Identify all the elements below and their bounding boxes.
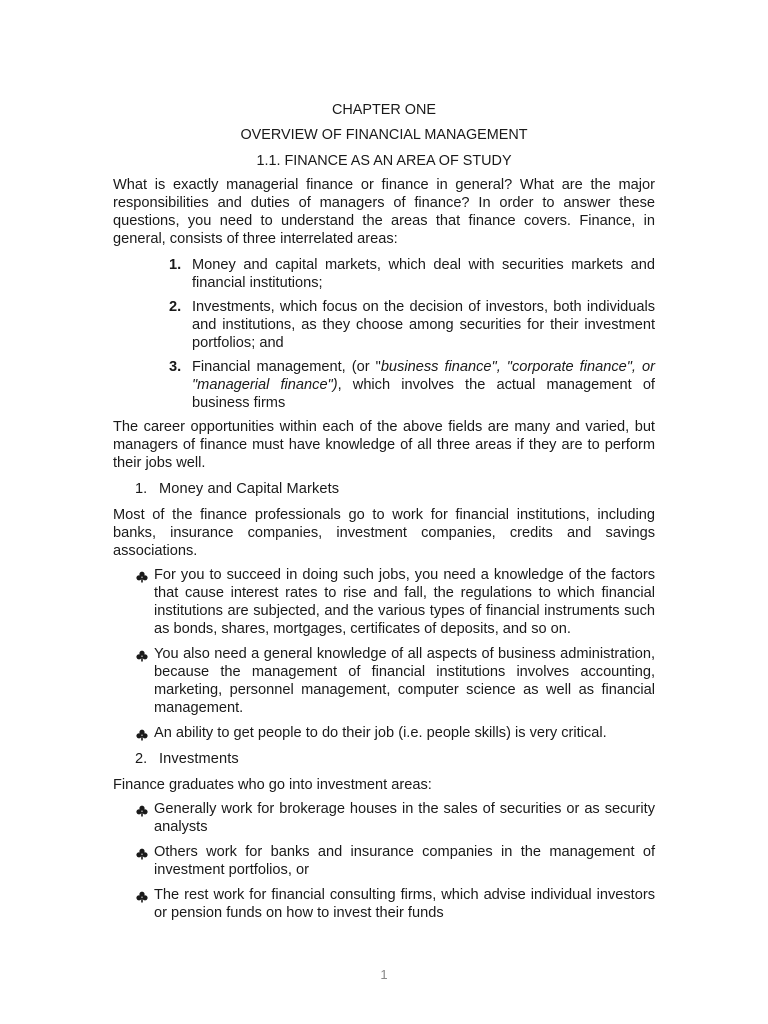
- investments-bullets: [113, 800, 655, 922]
- club-bullet-icon: [136, 848, 148, 860]
- bullet-text: The rest work for financial consulting firms, which advise individual investors or pension funds on how to invest their funds: [154, 887, 655, 921]
- bullet-text: For you to succeed in doing such jobs, you need a knowledge of the factors that cause interest rates to rise and fall, the regulations to which financial institutions are subjected, and the various types of financial instruments such as bonds, shares, mortgages, certificates of deposits, and so on.: [154, 567, 655, 637]
- list-item: [113, 724, 655, 742]
- list-item: [113, 645, 655, 717]
- career-paragraph: The career opportunities within each of the above fields are many and varied, but managers of finance must have knowledge of all three areas if they are to perform their jobs well.: [113, 419, 655, 471]
- list-number: 2.: [169, 299, 182, 315]
- intro-paragraph: What is exactly managerial finance or finance in general? What are the major responsibilities and duties of managers of finance? In order to answer these questions, you need to understand the areas that finance covers. Finance, in general, consists of three interrelated areas:: [113, 177, 655, 247]
- list-item: [113, 886, 655, 922]
- list-number: 3.: [169, 359, 182, 375]
- list-number: 1.: [169, 257, 182, 273]
- list-item-text: Money and capital markets, which deal with securities markets and financial institutions;: [192, 257, 655, 291]
- list-item: [113, 256, 655, 292]
- investments-intro: Finance graduates who go into investment areas:: [113, 777, 432, 793]
- heading-number: 1.: [135, 481, 148, 497]
- list-item: [113, 358, 655, 412]
- list-item-text-post: , which involves the actual management of business firms: [192, 377, 655, 411]
- list-item-text-pre: Financial management, (or ": [192, 359, 381, 375]
- bullet-text: Generally work for brokerage houses in the sales of securities or as security analysts: [154, 801, 655, 835]
- bullet-text: An ability to get people to do their job (i.e. people skills) is very critical.: [154, 725, 607, 741]
- list-item: [113, 800, 655, 836]
- section-heading: 1.1. FINANCE AS AN AREA OF STUDY: [256, 153, 512, 169]
- club-bullet-icon: [136, 805, 148, 817]
- money-markets-bullets: [113, 566, 655, 742]
- heading-number: 2.: [135, 751, 148, 767]
- chapter-title: OVERVIEW OF FINANCIAL MANAGEMENT: [240, 127, 528, 143]
- money-markets-intro: Most of the finance professionals go to work for financial institutions, including banks, insurance companies, investment companies, credits and savings associations.: [113, 507, 655, 559]
- document-page: [113, 101, 655, 929]
- money-markets-heading: [113, 480, 655, 498]
- list-item: [113, 843, 655, 879]
- club-bullet-icon: [136, 650, 148, 662]
- page-number: 1: [380, 967, 388, 982]
- finance-areas-list: [113, 256, 655, 412]
- club-bullet-icon: [136, 891, 148, 903]
- heading-title: Money and Capital Markets: [159, 481, 340, 497]
- list-item: [113, 566, 655, 638]
- bullet-text: Others work for banks and insurance companies in the management of investment portfolios, or: [154, 844, 655, 878]
- list-item-text: Investments, which focus on the decision of investors, both individuals and institutions, as they choose among securities for their investment portfolios; and: [192, 299, 655, 351]
- chapter-label: CHAPTER ONE: [332, 102, 436, 118]
- list-item: [113, 298, 655, 352]
- club-bullet-icon: [136, 729, 148, 741]
- heading-title: Investments: [159, 751, 239, 767]
- investments-heading: [113, 750, 655, 768]
- list-item-text-italic: business finance", "corporate finance", or "managerial finance"): [192, 359, 656, 393]
- bullet-text: You also need a general knowledge of all aspects of business administration, because the management of financial institutions involves accounting, marketing, personnel management, computer science as well as financial management.: [154, 646, 655, 716]
- club-bullet-icon: [136, 571, 148, 583]
